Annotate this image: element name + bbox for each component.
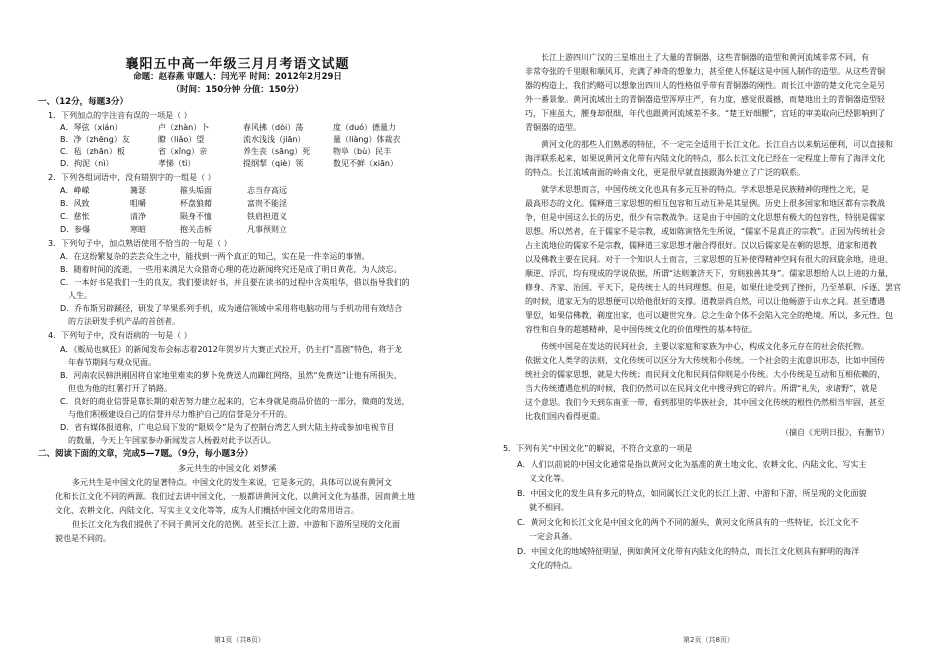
para1-line-2: 非常夸张的千里眼和顺风耳，充满了神奇的想象力，甚至使人怀疑这是中国人制作的造型。从这些青铜 (525, 67, 885, 76)
q4-option-c-cont: 与他们积极建设自己的信誉并尽力维护自己的信誉是分不开的。 (68, 410, 292, 419)
q2-d-4: 凡事预则立 (247, 225, 287, 234)
para4-line-6: 比我们国内看得更重。 (525, 412, 605, 421)
q2-c-4: 铁肩担道义 (247, 212, 287, 221)
q1-a-4: 度（duó）德量力 (333, 123, 397, 132)
para1-line-1: 长江上游四川广汉的三星堆出土了大量的青铜器，这些青铜器的造型和黄河流域非常不同，有 (541, 53, 869, 62)
article-line-1: 多元共生是中国文化的显著特点。中国文化的发生来说，它是多元的，具体可以说有黄河文 (72, 478, 392, 487)
q1-a-2: 卢（zhàn）卜 (158, 123, 210, 132)
q1-b-2: 瞭（liǎo）望 (158, 135, 205, 144)
q2-a-3: 箍头垢面 (180, 186, 212, 195)
q5-option-c-cont: 一定会具备。 (529, 532, 577, 541)
q1-d-1: D．拘泥（nì） (60, 159, 114, 168)
para2-line-2: 海洋联系起来，如果说黄河文化带有内陆文化的特点，那么长江文化已经在一定程度上带有了海洋文化 (525, 154, 885, 163)
q2-a-1: A．峥嵘 (60, 186, 90, 195)
q5-stem: 5．下列有关“中国文化”的解说，不符合文意的一项是 (503, 444, 693, 453)
q4-option-d: D．省有媒体报道称，广电总局下发的“限娱令”是为了控制台湾艺人到大陆主持或参加电视节目 (60, 423, 395, 432)
article-line-4: 但长江文化为我们提供了不同于黄河文化的范例。甚至长江上游、中游和下游所呈现的文化面 (72, 520, 400, 529)
q1-d-4: 数见不鲜（xiān） (333, 159, 398, 168)
q1-c-2: 省（xǐng）亲 (158, 147, 208, 156)
q2-c-3: 陨身不恤 (180, 212, 212, 221)
q1-b-4: 量（liàng）体裁衣 (333, 135, 401, 144)
exam-duration: （时间：150分钟 分值：150分） (171, 85, 304, 95)
q2-stem: 2．下列各组词语中，没有错别字的一组是（ ） (48, 173, 216, 182)
q3-option-c: C．一本好书是我们一生的良友，我们要读好书，并且要在读书的过程中含英咀华，借以指导我们的 (60, 278, 410, 287)
para2-line-1: 黄河文化的那些人们熟悉的特征，不一定完全适用于长江文化。长江自古以来航运便利，可以直接和 (541, 140, 893, 149)
para3-line-11: 容性和自身的超越精神，是中国传统文化的价值理性的基本特征。 (525, 325, 757, 334)
page-footer-left: 第1页（共8页） (214, 636, 265, 644)
q4-option-a: A．《贩局也疯狂》的新闻发布会标志着2012年贺岁片大赛正式拉开，仍主打“喜剧”特色，将于龙 (60, 345, 403, 354)
para3-line-7: 顺逆、浮沉，均有现成的学说依据，所谓“达则兼济天下，穷则独善其身”。儒家思想给人以上进的力量， (525, 269, 894, 278)
article-title: 多元共生的中国文化 刘梦溪 (178, 464, 277, 473)
right-page (475, 0, 950, 658)
page-footer-right: 第2页（共8页） (683, 636, 734, 644)
para3-line-8: 修身、齐家、治国、平天下，是传统士人的共同理想。但是，如果仕途受到了挫折，乃至革职、斥逐、罢官 (525, 283, 901, 292)
para3-line-9: 的时候，道家无为的思想便可以给他很好的支撑。道教崇尚自然，可以让他畅游于山水之间。甚至遭遇 (525, 297, 885, 306)
para4-line-4: 当大传统遭遇危机的时候，我们仍然可以在民间文化中搜寻到它的碎片。所谓“礼失，求诸野”，就是 (525, 384, 878, 393)
article-line-2: 化和长江文化不同的两源。我们过去讲中国文化，一般都讲黄河文化，以黄河文化为基准，因而黄土地 (55, 492, 415, 501)
q1-c-3: 养生丧（sāng）死 (243, 147, 311, 156)
para3-line-4: 思想。所以然者，在于儒家不是宗教，或如陈寅恪先生所说，“儒家不是真正的宗教”。正因为传统社会 (525, 227, 886, 236)
para4-line-2: 依据文化人类学的法则，文化传统可以区分为大传统和小传统。一个社会的主流意识形态，比如中国传 (525, 356, 885, 365)
q1-a-3: 春风拂（dòi）荡 (243, 123, 304, 132)
article-line-5: 貌也是不同的。 (55, 534, 111, 543)
para1-line-4: 外一番景象。黄河流域出土的青铜器造型浑厚庄严，有力度，感觉很震撼，而楚地出土的青铜器造型轻 (525, 95, 885, 104)
para1-line-5: 巧，下座虽大，腰身却很细，年代也跟黄河流域差不多。“楚王好细腰”，宫廷的审美取向已经影响到了 (525, 109, 886, 118)
q4-option-b: B．河南农民韩洪刚因将自家地里难卖的萝卜免费送人而蹿红网络，虽然“免费送”让他有所损失， (60, 371, 402, 380)
q2-c-2: 清净 (130, 212, 146, 221)
q3-option-d-cont: 的方法研发手机产品的首创者。 (68, 317, 180, 326)
q1-d-2: 孝悌（tì） (158, 159, 196, 168)
q3-option-d: D．乔布斯另辟蹊径，研发了苹果系列手机，成为通信领域中采用将电脑功用与手机功用有效结合 (60, 304, 403, 313)
exam-title: 襄阳五中高一年级三月月考语文试题 (125, 57, 350, 72)
para3-line-5: 占主流地位的儒家不是宗教，儒释道三家思想才融合得很好。汉以后儒家是在朝的思想，道家和道教 (525, 241, 877, 250)
q2-a-4: 志当存高远 (247, 186, 287, 195)
q5-option-d: D．中国文化的地域特征明显，例如黄河文化带有内陆文化的特点，而长江文化则具有鲜明的海洋 (517, 547, 860, 556)
q2-b-1: B．风致 (60, 199, 90, 208)
q1-a-1: A．琴弦（xián） (60, 123, 123, 132)
q2-d-1: D．参爆 (60, 225, 91, 234)
q2-b-3: 杯盘狼藉 (180, 199, 212, 208)
para4-line-3: 统社会的儒家思想，就是大传统；而民间文化和民间信仰则是小传统。大小传统是互动和互相依赖的， (525, 370, 885, 379)
q3-option-a: A．在这纷繁复杂的芸芸众生之中，能找到一两个真正的知己，实在是一件幸运的事情。 (60, 252, 370, 261)
q4-option-b-cont: 但也为他的红薯打开了销路。 (68, 384, 172, 393)
q1-c-4: 物阜（bù）民丰 (333, 147, 392, 156)
section-1-heading: 一、（12分，每题3分） (38, 97, 128, 107)
q1-b-3: 流水浅浅（jiān） (243, 135, 306, 144)
q4-option-c: C．良好的商业信誉是靠长期的艰苦努力建立起来的，它本身就是商品价值的一部分，徵商的发送， (60, 397, 410, 406)
q4-option-d-cont: 的数量，今天上午国家参办新闻发言人杨毅对此予以否认。 (68, 436, 276, 445)
exam-meta: 命题：赵春燕 审题人：闫光平 时间：2012年2月29日 (133, 72, 342, 82)
q4-option-a-cont: 年春节期间与观众见面。 (68, 358, 156, 367)
q2-d-3: 抱关击柝 (180, 225, 212, 234)
para3-line-10: 罪愆，如果信佛教，剃度出家，也可以避世究身。总之生命个体不会陷入完全的绝境。所以，多元性、包 (525, 311, 893, 320)
q2-b-2: 咀嚼 (130, 199, 146, 208)
q2-b-4: 富贵不能淫 (247, 199, 287, 208)
article-line-3: 文化、农耕文化、内陆文化、写实主义文化等等，成为人们概括中国文化的常用语言。 (55, 506, 359, 515)
para4-line-5: 这个意思。我们今天到东南亚一带，看到那里的华族社会，其中国文化传统的根性仍然相当牢固，甚至 (525, 398, 885, 407)
q5-option-c: C．黄河文化和长江文化是中国文化的两个不同的源头，黄河文化所具有的一些特征，长江文化不 (517, 518, 859, 527)
q5-option-a: A．人们以前说的中国文化通常是指以黄河文化为基准的黄土地文化、农耕文化、内陆文化、写实主 (517, 460, 867, 469)
para3-line-3: 争，但是中国这么长的历史，很少有宗教战争。这是由于中国的文化思想有极大的包容性，特别是儒家 (525, 213, 885, 222)
para1-line-6: 青铜器的造型。 (525, 123, 581, 132)
q3-stem: 3．下列句子中，加点熟语使用不恰当的一句是（ ） (48, 239, 232, 248)
q5-option-b-cont: 就不相同。 (529, 503, 569, 512)
q5-option-a-cont: 义文化等。 (529, 474, 569, 483)
q2-c-1: C．慈怅 (60, 212, 90, 221)
para3-line-6: 以及佛教主要在民间。对于一个知识人士而言，三家思想的互补使得精神空间有很大的回旋余地，进退、 (525, 255, 893, 264)
q1-b-1: B．净（zhēng）友 (60, 135, 130, 144)
q1-d-3: 提纲挈（qiè）领 (243, 159, 304, 168)
q5-option-d-cont: 文化的特点。 (529, 561, 577, 570)
q3-option-c-cont: 人生。 (68, 291, 92, 300)
q2-d-2: 寒暄 (130, 225, 146, 234)
para1-line-3: 器的构造上，我们约略可以想象出四川人的性格似乎带有青铜器的刚性。而长江中游的楚文化完全是另 (525, 81, 885, 90)
q3-option-b: B．随着时间的流逝，一些用来满足大众猎奇心理的花边新闻终究还是成了明日黄花，为人淡忘。 (60, 265, 402, 274)
q1-stem: 1．下列加点的字注音有误的一项是（ ） (48, 111, 192, 120)
q4-stem: 4．下列句子中，没有语病的一句是（ ） (48, 331, 192, 340)
section-2-heading: 二、阅读下面的文章，完成5—7题。（9分，每小题3分） (38, 449, 253, 459)
para3-line-2: 最高形态的文化。儒释道三家思想的相互包容和互动互补是其显例。历史上很多国家和地区都有宗教战 (525, 199, 885, 208)
para3-line-1: 就学术思想而言，中国传统文化也具有多元互补的特点。学术思想是民族精神的理性之光，是 (541, 185, 869, 194)
para2-line-3: 的特点。长江流域南面的岭南文化，更是很早就直接跟海外建立了广泛的联系。 (525, 168, 805, 177)
q2-a-2: 篝瑟 (130, 186, 146, 195)
q5-option-b: B．中国文化的发生具有多元的特点，如同属长江文化的长江上游、中游和下游，所呈现的文化面貌 (517, 489, 867, 498)
article-source: （摘自《光明日报》，有删节） (781, 428, 889, 437)
q1-c-1: C．毡（zhān）板 (60, 147, 125, 156)
para4-line-1: 传统中国是在发达的民间社会，主要以家庭和家族为中心，构成文化多元存在的社会依托物。 (541, 342, 869, 351)
